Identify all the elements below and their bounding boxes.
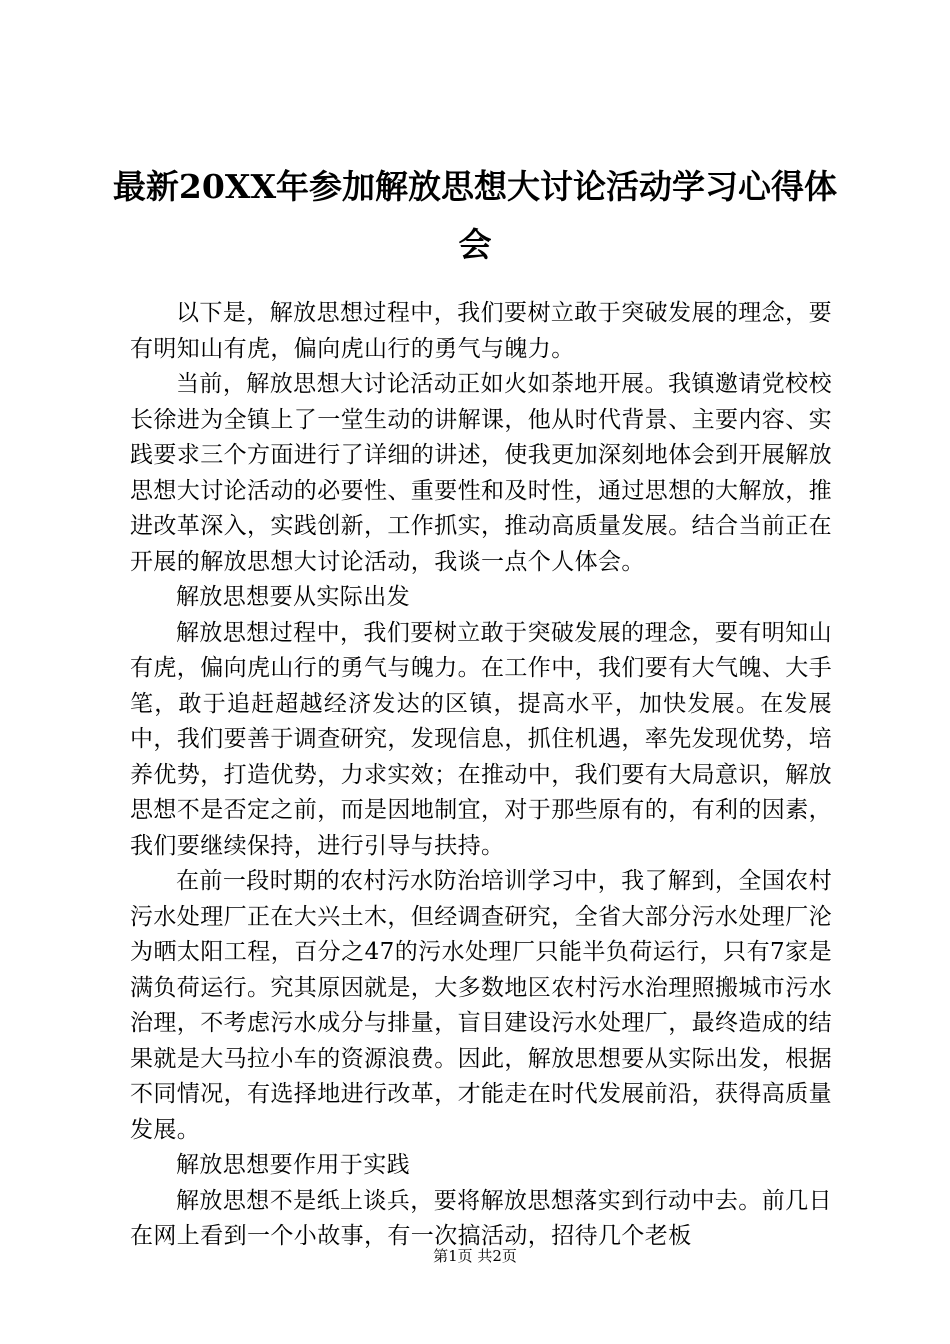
paragraph-current-activity: 当前，解放思想大讨论活动正如火如荼地开展。我镇邀请党校校长徐进为全镇上了一堂生动的讲解课，他从时代背景、主要内容、实践要求三个方面进行了详细的讲述，使我更加深刻地体会到开展解放思想大讨论活动的必要性、重要性和及时性，通过思想的大解放，推进改革深入，实践创新，工作抓实，推动高质量发展。结合当前正在开展的解放思想大讨论活动，我谈一点个人体会。 <box>130 371 832 575</box>
paragraph-action: 解放思想不是纸上谈兵，要将解放思想落实到行动中去。前几日在网上看到一个小故事，有一次搞活动，招待几个老板 <box>130 1187 832 1249</box>
page-number-footer: 第1页 共2页 <box>433 1247 517 1265</box>
document-body <box>130 296 832 1255</box>
paragraph-intro: 以下是，解放思想过程中，我们要树立敢于突破发展的理念，要有明知山有虎，偏向虎山行的勇气与魄力。 <box>130 300 832 362</box>
section-heading-practice: 解放思想要作用于实践 <box>176 1152 410 1178</box>
section-heading-practical: 解放思想要从实际出发 <box>176 584 410 610</box>
document-title: 最新20XX年参加解放思想大讨论活动学习心得体会 <box>112 167 838 264</box>
paragraph-sewage: 在前一段时期的农村污水防治培训学习中，我了解到，全国农村污水处理厂正在大兴土木，但经调查研究，全省大部分污水处理厂沦为晒太阳工程，百分之47的污水处理厂只能半负荷运行，只有7家是满负荷运行。究其原因就是，大多数地区农村污水治理照搬城市污水治理，不考虑污水成分与排量，盲目建设污水处理厂，最终造成的结果就是大马拉小车的资源浪费。因此，解放思想要从实际出发，根据不同情况，有选择地进行改革，才能走在时代发展前沿，获得高质量发展。 <box>130 868 832 1143</box>
paragraph-breakthrough: 解放思想过程中，我们要树立敢于突破发展的理念，要有明知山有虎，偏向虎山行的勇气与魄力。在工作中，我们要有大气魄、大手笔，敢于追赶超越经济发达的区镇，提高水平，加快发展。在发展中，我们要善于调查研究，发现信息，抓住机遇，率先发现优势，培养优势，打造优势，力求实效；在推动中，我们要有大局意识，解放思想不是否定之前，而是因地制宜，对于那些原有的，有利的因素，我们要继续保持，进行引导与扶持。 <box>130 619 832 859</box>
